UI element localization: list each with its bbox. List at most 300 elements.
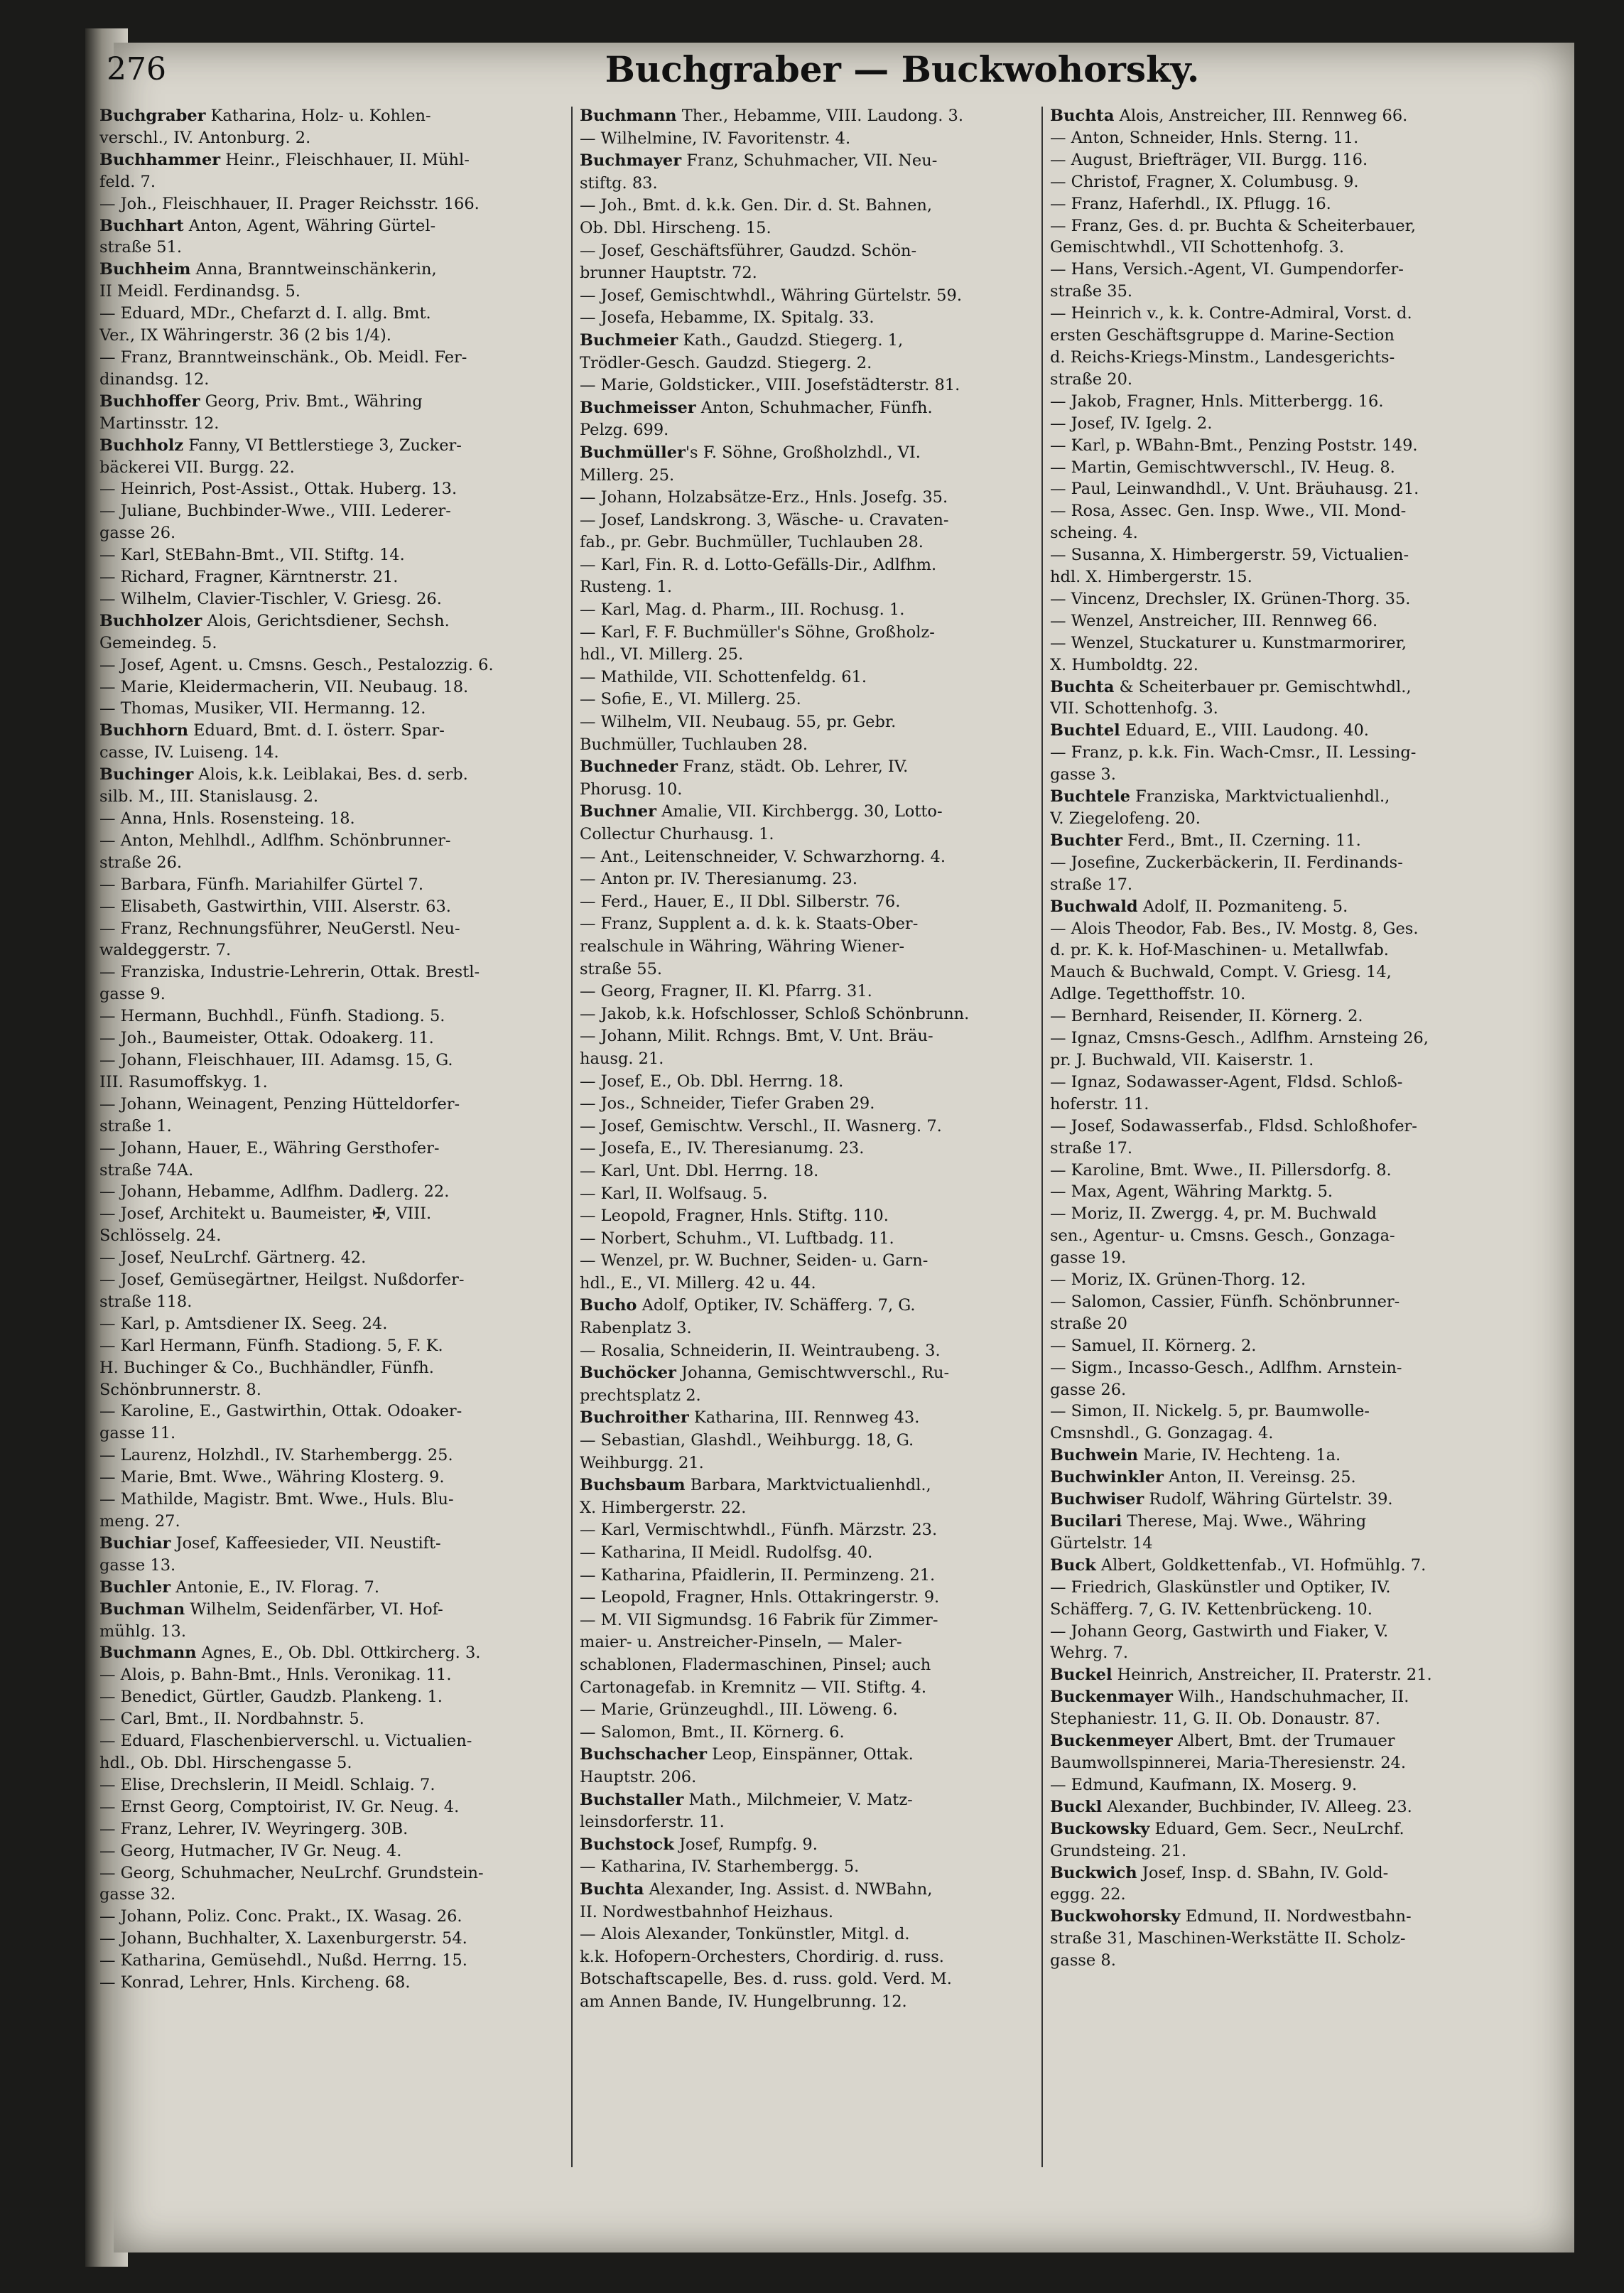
entry-line — [580, 1183, 1032, 1206]
entry-text: hdl., Ob. Dbl. Hirschengasse 5. — [99, 1753, 352, 1772]
entry-heading-line — [1050, 1489, 1505, 1511]
entry-line — [1050, 1138, 1505, 1160]
entry-line — [99, 1116, 561, 1138]
entry-text: — Moriz, IX. Grünen-Thorg. 12. — [1050, 1270, 1306, 1290]
entry-text: — Rosa, Assec. Gen. Insp. Wwe., VII. Mond- — [1050, 502, 1407, 521]
entry-line — [580, 240, 1032, 263]
entry-line — [1050, 237, 1505, 259]
entry-line — [1050, 654, 1505, 676]
entry-line — [580, 1766, 1032, 1789]
entry-heading-line — [99, 149, 561, 171]
entry-text: hausg. 21. — [580, 1049, 664, 1068]
entry-line — [99, 1005, 561, 1027]
entry-text: — Wilhelm, VII. Neubaug. 55, pr. Gebr. — [580, 713, 897, 732]
entry-line — [580, 959, 1032, 981]
entry-line — [580, 487, 1032, 509]
surname: Buckwich — [1050, 1863, 1137, 1882]
entry-text: — Johann, Hauer, E., Währing Gersthofer- — [99, 1138, 440, 1158]
entry-text: II Meidl. Ferdinandsg. 5. — [99, 282, 301, 301]
entry-line — [1050, 457, 1505, 479]
entry-text: Math., Milchmeier, V. Matz- — [683, 1790, 913, 1809]
entry-heading-line — [580, 1474, 1032, 1497]
entry-heading-line — [99, 1642, 561, 1664]
entry-text: — Hermann, Buchhdl., Fünfh. Stadiong. 5. — [99, 1007, 445, 1026]
entry-line — [1050, 1027, 1505, 1050]
entry-line — [580, 1138, 1032, 1160]
entry-text: — Mathilde, Magistr. Bmt. Wwe., Huls. Blu- — [99, 1490, 454, 1509]
entry-text: — Josef, Gemüsegärtner, Heilgst. Nußdorfer- — [99, 1270, 465, 1290]
entry-text: — Ernst Georg, Comptoirist, IV. Gr. Neug. 4. — [99, 1797, 460, 1816]
entry-text: — Josef, Agent. u. Cmsns. Gesch., Pestalozzig. 6. — [99, 655, 494, 674]
entry-line — [580, 195, 1032, 217]
entry-line — [99, 1050, 561, 1072]
entry-text: — Alois Alexander, Tonkünstler, Mitgl. d. — [580, 1925, 910, 1944]
entry-heading-line — [1050, 1555, 1505, 1577]
entry-text: — Ant., Leitenschneider, V. Schwarzhorng. 4. — [580, 847, 946, 866]
entry-text: feld. 7. — [99, 172, 156, 191]
entry-line — [580, 913, 1032, 936]
entry-heading-line — [1050, 1511, 1505, 1533]
entry-text: — Georg, Fragner, II. Kl. Pfarrg. 31. — [580, 982, 872, 1001]
entry-line — [99, 1269, 561, 1291]
entry-line — [99, 478, 561, 500]
entry-text: — Franz, Branntweinschänk., Ob. Meidl. Fer- — [99, 347, 467, 367]
entry-text: — Josef, Architekt u. Baumeister, ✠, VIII. — [99, 1204, 432, 1224]
entry-text: straße 1. — [99, 1116, 172, 1135]
entry-line — [580, 1811, 1032, 1834]
entry-text: Schlösselg. 24. — [99, 1226, 222, 1246]
surname: Buchwinkler — [1050, 1468, 1164, 1487]
surname: Buckl — [1050, 1797, 1103, 1816]
entry-text: k.k. Hofopern-Orchesters, Chordirig. d. russ. — [580, 1947, 944, 1966]
entry-text: straße 31, Maschinen-Werkstätte II. Scholz- — [1050, 1929, 1406, 1948]
surname: Buchtel — [1050, 721, 1120, 740]
entry-text: Ob. Dbl. Hirscheng. 15. — [580, 218, 772, 237]
entry-text: waldeggerstr. 7. — [99, 941, 232, 960]
surname: Buckenmayer — [1050, 1688, 1173, 1707]
entry-text: gasse 32. — [99, 1885, 176, 1904]
entry-heading-line — [1050, 720, 1505, 742]
entry-text: Katharina, Holz- u. Kohlen- — [205, 107, 431, 125]
entry-line — [1050, 500, 1505, 522]
entry-line — [1050, 1642, 1505, 1664]
entry-line — [99, 1379, 561, 1401]
entry-line — [580, 1497, 1032, 1520]
entry-line — [580, 1025, 1032, 1048]
entry-line — [580, 667, 1032, 689]
surname: Buchman — [99, 1599, 185, 1619]
entry-text: gasse 19. — [1050, 1248, 1127, 1268]
entry-text: — Norbert, Schuhm., VI. Luftbadg. 11. — [580, 1229, 894, 1248]
entry-line — [99, 1357, 561, 1379]
entry-text: — Alois, p. Bahn-Bmt., Hnls. Veronikag. 11. — [99, 1666, 452, 1685]
entry-text: — Edmund, Kaufmann, IX. Moserg. 9. — [1050, 1775, 1358, 1794]
surname: Buchhorn — [99, 721, 189, 740]
entry-text: gasse 26. — [99, 524, 176, 543]
entry-line — [580, 1654, 1032, 1677]
entry-line — [580, 1250, 1032, 1273]
entry-line — [1050, 1928, 1505, 1950]
entry-line — [99, 742, 561, 764]
entry-text: hdl., VI. Millerg. 25. — [580, 645, 744, 664]
entry-line — [1050, 1533, 1505, 1555]
entry-text: — Wilhelm, Clavier-Tischler, V. Griesg. 26. — [99, 589, 442, 608]
entry-text: — Max, Agent, Währing Marktg. 5. — [1050, 1182, 1333, 1202]
entry-text: straße 35. — [1050, 282, 1133, 301]
entry-line — [1050, 1225, 1505, 1247]
entry-line — [1050, 566, 1505, 588]
entry-text: III. Rasumoffskyg. 1. — [99, 1072, 268, 1091]
entry-heading-line — [580, 756, 1032, 779]
surname: Buchhart — [99, 216, 184, 235]
surname: Buchschacher — [580, 1745, 707, 1764]
entry-text: realschule in Währing, Währing Wiener- — [580, 937, 905, 956]
entry-line — [99, 830, 561, 852]
entry-line — [1050, 588, 1505, 610]
entry-line — [99, 522, 561, 544]
entry-line — [580, 981, 1032, 1003]
entry-text: hoferstr. 11. — [1050, 1094, 1149, 1113]
entry-text: — Juliane, Buchbinder-Wwe., VIII. Lederer- — [99, 502, 451, 521]
entry-text: Antonie, E., IV. Florag. 7. — [170, 1577, 380, 1597]
surname: Buchheim — [99, 260, 191, 279]
entry-text: — Marie, Grünzeughdl., III. Löweng. 6. — [580, 1700, 898, 1720]
entry-line — [580, 1565, 1032, 1587]
entry-text: Josef, Kaffeesieder, VII. Neustift- — [170, 1533, 441, 1553]
entry-heading-line — [580, 150, 1032, 173]
entry-line — [99, 1906, 561, 1928]
entry-line — [580, 689, 1032, 711]
entry-line — [99, 1489, 561, 1511]
entry-line — [580, 374, 1032, 397]
column-rule-1 — [571, 107, 573, 2167]
entry-text: VII. Schottenhofg. 3. — [1050, 699, 1218, 718]
entry-text: — Vincenz, Drechsler, IX. Grünen-Thorg. 35. — [1050, 589, 1411, 608]
entry-heading-line — [580, 1295, 1032, 1317]
entry-line — [580, 936, 1032, 959]
entry-heading-line — [1050, 1445, 1505, 1467]
entry-text: Ferd., Bmt., II. Czerning. 11. — [1122, 831, 1361, 850]
entry-text: — Salomon, Bmt., II. Körnerg. 6. — [580, 1722, 845, 1742]
entry-line — [1050, 478, 1505, 500]
entry-line — [99, 500, 561, 522]
entry-text: Schönbrunnerstr. 8. — [99, 1380, 261, 1399]
entry-text: — Josef, Gemischtw. Verschl., II. Wasnerg. 7. — [580, 1116, 942, 1135]
entry-text: — Georg, Schuhmacher, NeuLrchf. Grundstein- — [99, 1863, 484, 1882]
entry-text: gasse 9. — [99, 985, 166, 1004]
entry-text: — Josefine, Zuckerbäckerin, II. Ferdinands- — [1050, 853, 1403, 872]
entry-line — [99, 127, 561, 149]
entry-line — [1050, 742, 1505, 764]
entry-text: — Karl, Unt. Dbl. Herrng. 18. — [580, 1161, 819, 1180]
entry-heading-line — [99, 1533, 561, 1555]
entry-text: X. Himbergerstr. 22. — [580, 1498, 747, 1517]
entry-text: — Ferd., Hauer, E., II Dbl. Silberstr. 76. — [580, 892, 901, 911]
entry-text: Anton, II. Vereinsg. 25. — [1164, 1468, 1356, 1487]
entry-line — [1050, 127, 1505, 149]
column-rule-2 — [1041, 107, 1043, 2167]
surname: Buchholzer — [99, 611, 202, 630]
entry-text: Heinr., Fleischhauer, II. Mühl- — [220, 150, 470, 169]
entry-text: — Jakob, Fragner, Hnls. Mitterbergg. 16. — [1050, 392, 1384, 411]
entry-text: — Wenzel, Anstreicher, III. Rennweg 66. — [1050, 611, 1378, 630]
entry-line — [580, 1631, 1032, 1654]
entry-line — [99, 1160, 561, 1182]
entry-text: Eduard, Bmt. d. I. österr. Spar- — [188, 721, 445, 740]
entry-line — [580, 1385, 1032, 1408]
running-title: Buchgraber — Buckwohorsky. — [605, 48, 1200, 90]
entry-heading-line — [580, 442, 1032, 465]
entry-text: Franz, städt. Ob. Lehrer, IV. — [678, 757, 909, 777]
entry-line — [1050, 632, 1505, 654]
entry-text: straße 17. — [1050, 1138, 1133, 1158]
entry-heading-line — [1050, 676, 1505, 698]
entry-text: straße 55. — [580, 959, 663, 978]
entry-text: Rudolf, Währing Gürtelstr. 39. — [1144, 1490, 1393, 1509]
entry-line — [1050, 149, 1505, 171]
entry-text: Cmsnshdl., G. Gonzagag. 4. — [1050, 1424, 1274, 1443]
surname: Buchmann — [580, 107, 677, 125]
surname: Buchmayer — [580, 151, 682, 171]
entry-line — [99, 281, 561, 303]
entry-text: Albert, Goldkettenfab., VI. Hofmühlg. 7. — [1095, 1555, 1427, 1575]
entry-heading-line — [99, 259, 561, 281]
entry-line — [1050, 347, 1505, 369]
entry-line — [1050, 413, 1505, 435]
entry-line — [580, 419, 1032, 442]
entry-line — [99, 1730, 561, 1752]
entry-line — [1050, 1774, 1505, 1796]
entry-text: Gürtelstr. 14 — [1050, 1533, 1153, 1553]
entry-line — [99, 1335, 561, 1357]
entry-text: fab., pr. Gebr. Buchmüller, Tuchlauben 28. — [580, 533, 924, 552]
entry-text: — Karl, II. Wolfsaug. 5. — [580, 1184, 768, 1203]
entry-text: — Thomas, Musiker, VII. Hermanng. 12. — [99, 699, 426, 718]
entry-text: Georg, Priv. Bmt., Währing — [200, 392, 423, 411]
surname: Buck — [1050, 1555, 1096, 1575]
surname: Buchmeier — [580, 330, 678, 350]
entry-text: — Bernhard, Reisender, II. Körnerg. 2. — [1050, 1007, 1363, 1026]
surname: Buchtele — [1050, 787, 1131, 806]
entry-line — [99, 544, 561, 566]
entry-text: — Sofie, E., VI. Millerg. 25. — [580, 690, 801, 709]
entry-line — [580, 622, 1032, 644]
entry-line — [99, 1511, 561, 1533]
entry-text: — Leopold, Fragner, Hnls. Stiftg. 110. — [580, 1207, 889, 1226]
entry-text: d. pr. K. k. Hof-Maschinen- u. Metallwfab. — [1050, 941, 1389, 960]
entry-line — [1050, 544, 1505, 566]
entry-line — [1050, 1621, 1505, 1643]
entry-line — [99, 369, 561, 391]
entry-line — [1050, 1181, 1505, 1203]
entry-text: sen., Agentur- u. Cmsns. Gesch., Gonzaga- — [1050, 1226, 1395, 1246]
entry-text: — Ignaz, Sodawasser-Agent, Fldsd. Schloß- — [1050, 1072, 1403, 1091]
entry-text: Rabenplatz 3. — [580, 1319, 692, 1338]
entry-text: — Richard, Fragner, Kärntnerstr. 21. — [99, 568, 399, 587]
entry-heading-line — [580, 330, 1032, 352]
surname: Buchstaller — [580, 1790, 684, 1809]
entry-text: — Eduard, MDr., Chefarzt d. I. allg. Bmt. — [99, 304, 431, 323]
entry-heading-line — [1050, 105, 1505, 127]
column-2 — [580, 105, 1032, 2208]
entry-line — [99, 852, 561, 874]
entry-text: Phorusg. 10. — [580, 779, 683, 799]
entry-line — [1050, 281, 1505, 303]
entry-line — [1050, 983, 1505, 1005]
entry-text: — Karl, p. Amtsdiener IX. Seeg. 24. — [99, 1314, 388, 1333]
entry-line — [580, 1946, 1032, 1969]
entry-text: Albert, Bmt. der Trumauer — [1172, 1732, 1395, 1751]
entry-heading-line — [1050, 1730, 1505, 1752]
entry-text: — Katharina, Gemüsehdl., Nußd. Herrng. 15. — [99, 1951, 467, 1970]
entry-text: — Karl Hermann, Fünfh. Stadiong. 5, F. K. — [99, 1336, 443, 1355]
entry-text: — Johann, Poliz. Conc. Prakt., IX. Wasag. 26. — [99, 1907, 462, 1926]
entry-line — [580, 217, 1032, 240]
entry-heading-line — [99, 1599, 561, 1621]
entry-text: — Samuel, II. Körnerg. 2. — [1050, 1336, 1257, 1355]
entry-text: — Salomon, Cassier, Fünfh. Schönbrunner- — [1050, 1292, 1400, 1311]
entry-text: Anton, Schuhmacher, Fünfh. — [695, 398, 933, 417]
entry-heading-line — [99, 1577, 561, 1599]
entry-text: stiftg. 83. — [580, 173, 658, 193]
entry-text: — Franziska, Industrie-Lehrerin, Ottak. Brestl- — [99, 963, 480, 982]
entry-text: — Marie, Goldsticker., VIII. Josefstädterstr. 81. — [580, 376, 960, 395]
entry-text: Agnes, E., Ob. Dbl. Ottkircherg. 3. — [196, 1644, 481, 1663]
entry-text: — Wilhelmine, IV. Favoritenstr. 4. — [580, 129, 851, 148]
entry-text: H. Buchinger & Co., Buchhändler, Fünfh. — [99, 1358, 434, 1377]
entry-heading-line — [99, 764, 561, 786]
entry-text: — Johann, Fleischhauer, III. Adamsg. 15, G. — [99, 1050, 453, 1069]
entry-line — [99, 1072, 561, 1094]
entry-line — [99, 325, 561, 347]
entry-text: — Katharina, II Meidl. Rudolfsg. 40. — [580, 1543, 873, 1562]
entry-line — [99, 874, 561, 896]
entry-text: Wilhelm, Seidenfärber, VI. Hof- — [185, 1599, 443, 1619]
entry-text: — Mathilde, VII. Schottenfeldg. 61. — [580, 667, 867, 686]
entry-line — [1050, 171, 1505, 193]
entry-line — [580, 644, 1032, 667]
entry-line — [99, 1467, 561, 1489]
entry-line — [580, 128, 1032, 151]
entry-line — [1050, 1160, 1505, 1182]
entry-text: — Karl, Vermischtwhdl., Fünfh. Märzstr. 23. — [580, 1521, 938, 1540]
entry-text: casse, IV. Luiseng. 14. — [99, 743, 279, 762]
entry-line — [99, 1401, 561, 1423]
entry-heading-line — [99, 215, 561, 237]
entry-text: straße 26. — [99, 853, 183, 872]
surname: Buchmann — [99, 1644, 197, 1663]
entry-line — [1050, 259, 1505, 281]
surname: Buchinger — [99, 765, 194, 784]
entry-text: Eduard, E., VIII. Laudong. 40. — [1120, 721, 1369, 740]
entry-line — [1050, 1313, 1505, 1335]
entry-line — [580, 1228, 1032, 1251]
entry-heading-line — [580, 1744, 1032, 1766]
entry-text: Schäfferg. 7, G. IV. Kettenbrückeng. 10. — [1050, 1599, 1373, 1619]
entry-line — [99, 1291, 561, 1313]
entry-line — [1050, 369, 1505, 391]
entry-text: — Franz, p. k.k. Fin. Wach-Cmsr., II. Lessing- — [1050, 743, 1417, 762]
entry-text: verschl., IV. Antonburg. 2. — [99, 128, 311, 147]
entry-text: silb. M., III. Stanislausg. 2. — [99, 787, 319, 806]
entry-text: gasse 8. — [1050, 1951, 1116, 1970]
entry-text: Pelzg. 699. — [580, 421, 669, 440]
entry-text: — August, Briefträger, VII. Burgg. 116. — [1050, 150, 1368, 169]
entry-line — [580, 1205, 1032, 1228]
entry-line — [1050, 215, 1505, 237]
entry-heading-line — [1050, 1906, 1505, 1928]
entry-line — [99, 303, 561, 325]
surname: Buchta — [1050, 677, 1115, 696]
entry-text: maier- u. Anstreicher-Pinseln, — Maler- — [580, 1633, 902, 1652]
entry-text: — Heinrich, Post-Assist., Ottak. Huberg. 13. — [99, 480, 458, 499]
entry-line — [580, 1991, 1032, 2014]
entry-line — [580, 1093, 1032, 1116]
entry-text: eggg. 22. — [1050, 1885, 1126, 1904]
entry-heading-line — [580, 1789, 1032, 1812]
entry-heading-line — [1050, 1686, 1505, 1708]
entry-text: — Laurenz, Holzhdl., IV. Starhembergg. 25. — [99, 1446, 453, 1465]
surname: Bucho — [580, 1296, 637, 1315]
entry-text: Botschaftscapelle, Bes. d. russ. gold. Verd. M. — [580, 1970, 952, 1989]
entry-text: — Josef, Sodawasserfab., Fldsd. Schloßhofer- — [1050, 1116, 1417, 1135]
entry-line — [99, 413, 561, 435]
entry-text: Hauptstr. 206. — [580, 1767, 697, 1786]
entry-text: V. Ziegelofeng. 20. — [1050, 809, 1201, 828]
entry-text: — Sigm., Incasso-Gesch., Adlfhm. Arnstein- — [1050, 1358, 1402, 1377]
entry-text: — Johann, Buchhalter, X. Laxenburgerstr. 54. — [99, 1929, 467, 1948]
entry-line — [580, 1519, 1032, 1542]
surname: Buchhammer — [99, 150, 221, 169]
entry-text: — Karl, StEBahn-Bmt., VII. Stiftg. 14. — [99, 546, 405, 565]
entry-text: — Joh., Baumeister, Ottak. Odoakerg. 11. — [99, 1029, 434, 1048]
entry-text: II. Nordwestbahnhof Heizhaus. — [580, 1902, 834, 1921]
entry-line — [580, 1968, 1032, 1991]
entry-text: Gemeindeg. 5. — [99, 633, 217, 652]
entry-heading-line — [99, 610, 561, 632]
entry-text: — Wenzel, Stuckaturer u. Kunstmarmorirer, — [1050, 633, 1407, 652]
entry-line — [99, 1423, 561, 1445]
entry-text: brunner Hauptstr. 72. — [580, 264, 757, 283]
entry-text: — Josef, Geschäftsführer, Gaudzd. Schön- — [580, 241, 917, 260]
entry-heading-line — [99, 435, 561, 457]
entry-text: Cartonagefab. in Kremnitz — VII. Stiftg. 4. — [580, 1678, 927, 1697]
entry-text: — Simon, II. Nickelg. 5, pr. Baumwolle- — [1050, 1402, 1370, 1421]
surname: Buckel — [1050, 1666, 1113, 1685]
entry-heading-line — [580, 105, 1032, 128]
entry-text: gasse 13. — [99, 1555, 176, 1575]
surname: Buchneder — [580, 757, 678, 777]
entry-line — [580, 1273, 1032, 1295]
entry-line — [580, 711, 1032, 734]
entry-line — [1050, 610, 1505, 632]
entry-text: — Moriz, II. Zwergg. 4, pr. M. Buchwald — [1050, 1204, 1377, 1224]
entry-line — [580, 509, 1032, 532]
entry-text: — Karoline, E., Gastwirthin, Ottak. Odoaker- — [99, 1402, 462, 1421]
entry-text: hdl. X. Himbergerstr. 15. — [1050, 568, 1252, 587]
entry-heading-line — [580, 1407, 1032, 1430]
entry-line — [99, 1774, 561, 1796]
entry-text: — Heinrich v., k. k. Contre-Admiral, Vorst. d. — [1050, 304, 1412, 323]
entry-line — [1050, 303, 1505, 325]
entry-line — [1050, 1094, 1505, 1116]
entry-line — [1050, 1752, 1505, 1774]
entry-text: — Josef, Landskrong. 3, Wäsche- u. Cravaten- — [580, 510, 949, 529]
entry-text: Stephaniestr. 11, G. II. Ob. Donaustr. 87. — [1050, 1710, 1380, 1729]
entry-text: Adlge. Tegetthoffstr. 10. — [1050, 985, 1246, 1004]
entry-line — [99, 1621, 561, 1643]
entry-line — [99, 808, 561, 830]
